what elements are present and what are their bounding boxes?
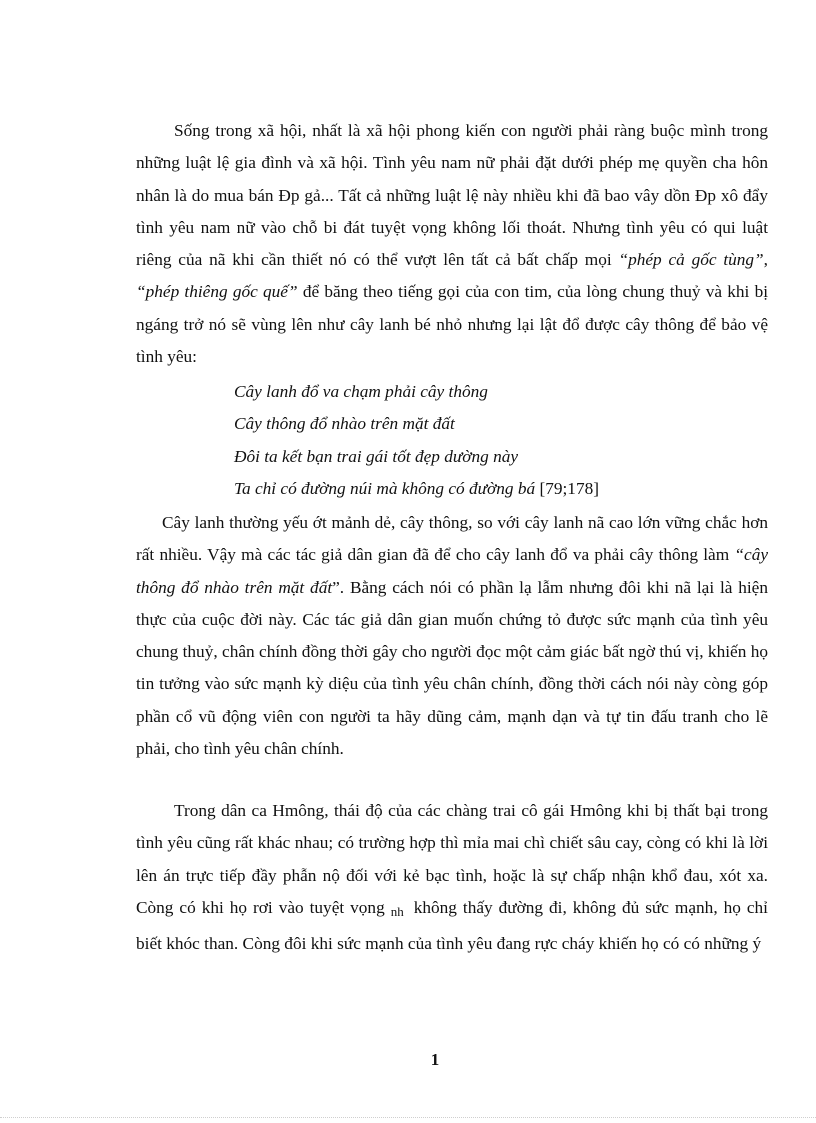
page-bottom-divider: [0, 1117, 816, 1118]
page-number: 1: [430, 1050, 440, 1069]
paragraph-1-text-a: Sống trong xã hội, nhất là xã hội phong kiến con người phải ràng buộc mình trong những luật lệ gia đình và xã hội. Tình yêu nam nữ phải đặt dưới phép mẹ quyền cha hôn nhân là do mua bán Đp gả... Tất cả những luật lệ này nhiều khi đã bao vây dồn Đp xô đẩy tình yêu nam nữ vào chỗ bi đát tuyệt vọng không lối thoát. Nhưng tình yêu có qui luật riêng của nã khi cần thiết nó có thể vượt lên tất cả bất chấp mọi: [136, 121, 768, 270]
verse-block: [234, 376, 754, 505]
paragraph-2-text-b: ”. Bằng cách nói có phần lạ lẫm nhưng đôi khi nã lại là hiện thực của cuộc đời này. Các tác giả dân gian muốn chứng tỏ được sức mạnh của tình yêu chung thuỷ, chân chính đồng thời gây cho người đọc một cảm giác bất ngờ thú vị, khiến họ tin tưởng vào sức mạnh kỳ diệu của tình yêu chân chính, đồng thời cách nói này còng góp phần cổ vũ động viên con người ta hãy dũng cảm, mạnh dạn và tự tin đấu tranh cho lẽ phải, cho tình yêu chân chính.: [136, 577, 768, 759]
paragraph-2: [136, 507, 768, 765]
verse-line-4-wrapper: [234, 473, 754, 505]
verse-line-1: Cây lanh đổ va chạm phải cây thông: [234, 382, 488, 401]
paragraph-3-text-a: Trong dân ca Hmông, thái độ của các chàng trai cô gái Hmông khi bị thất bại trong tình yêu cũng rất khác nhau; có trường hợp thì mỉa mai chì chiết sâu cay, còng có khi là lời lên án trực tiếp đầy phẫn nộ đối với kẻ bạc tình, hoặc là sự chấp nhận khổ đau, xót xa. Còng có khi họ rơi vào tuyệt vọng: [136, 801, 768, 917]
paragraph-1-text-c: để băng theo tiếng gọi của con tim, của lòng chung thuỷ và khi bị ngáng trở nó sẽ vùng lên như cây lanh bé nhỏ nhưng lại lật đổ được cây thông để bảo vệ tình yêu:: [136, 282, 769, 367]
verse-line-3: Đôi ta kết bạn trai gái tốt đẹp dường này: [234, 446, 519, 466]
paragraph-1-quote-b: “phép thiêng gốc quế”: [136, 282, 298, 302]
paragraph-1-text-b: ,: [763, 250, 768, 270]
paragraph-3-inline-nh: nh: [390, 903, 404, 919]
verse-line-4: Ta chỉ có đường núi mà không có đường bá: [234, 478, 536, 498]
paragraph-3: [136, 795, 768, 960]
paragraph-2-text-a: Cây lanh thường yếu ớt mảnh dẻ, cây thông, so với cây lanh nã cao lớn vững chắc hơn rất nhiều. Vậy mà các tác giả dân gian đã để cho cây lanh đổ va phải cây thông làm: [136, 513, 768, 565]
paragraph-3-text-b: không thấy đường đi, không đủ sức mạnh, họ chỉ biết khóc than. Còng đôi khi sức mạnh của tình yêu đang rực cháy khiến họ có có những ý: [136, 897, 768, 954]
paragraph-1: [136, 115, 768, 373]
verse-citation: [79;178]: [535, 478, 599, 498]
paragraph-2-quote: “cây thông đổ nhào trên mặt đất: [136, 545, 768, 597]
paragraph-1-quote-a: “phép cả gốc tùng”: [618, 250, 764, 270]
verse-line-2: Cây thông đổ nhào trên mặt đất: [234, 414, 455, 434]
